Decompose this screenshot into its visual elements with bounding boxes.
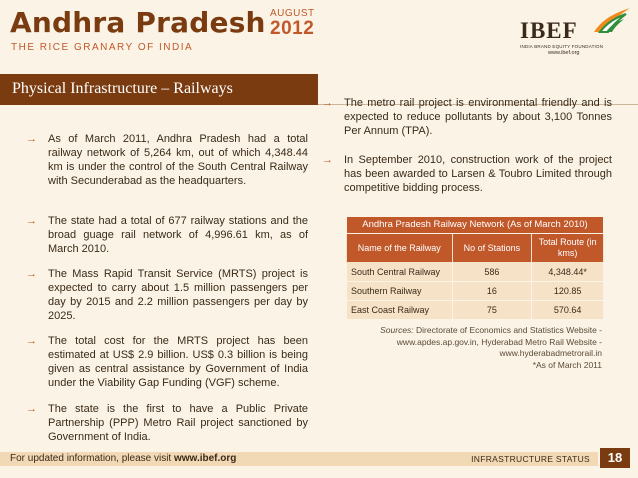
bullet-text: The metro rail project is environmental friendly and is expected to reduce pollutants by about 3,100 Tonnes Per Annum (TPA). bbox=[344, 97, 612, 137]
table-cell: 586 bbox=[452, 263, 532, 282]
bullet-text: The Mass Rapid Transit Service (MRTS) project is expected to carry about 1.5 million passengers per day by 2015 and 2.2 million passengers per day by 2025. bbox=[48, 268, 308, 322]
table-header: No of Stations bbox=[452, 234, 532, 263]
section-header bbox=[0, 74, 318, 105]
arrow-right-icon: → bbox=[26, 133, 37, 145]
logo-url[interactable]: www.ibef.org bbox=[548, 50, 580, 56]
footer-section-label: INFRASTRUCTURE STATUS bbox=[471, 454, 590, 464]
arrow-right-icon: → bbox=[26, 403, 37, 415]
table-row bbox=[347, 301, 604, 320]
table-header: Total Route (in kms) bbox=[532, 234, 604, 263]
bullet-text: The state is the first to have a Public Private Partnership (PPP) Metro Rail project sanctioned by Government of India. bbox=[48, 403, 308, 443]
sources-note: *As of March 2011 bbox=[532, 359, 602, 370]
bullet-item bbox=[26, 402, 308, 444]
page-title: Andhra Pradesh bbox=[10, 6, 266, 39]
page-number: 18 bbox=[600, 448, 630, 468]
table-cell: South Central Railway bbox=[347, 263, 453, 282]
table-cell: 16 bbox=[452, 282, 532, 301]
page-header bbox=[0, 0, 638, 62]
section-title: Physical Infrastructure – Railways bbox=[12, 80, 233, 97]
ibef-logo[interactable] bbox=[520, 6, 630, 54]
sources-text: Directorate of Economics and Statistics Website - www.apdes.ap.gov.in, Hyderabad Metro Rail Website - www.hyderabadmetrorail.in bbox=[396, 325, 602, 358]
table-cell: East Coast Railway bbox=[347, 301, 453, 320]
sources-label: Sources: bbox=[380, 325, 414, 335]
bullet-text: The state had a total of 677 railway stations and the broad guage rail network of 4,996.61 km, as of March 2010. bbox=[48, 215, 308, 255]
bullet-item bbox=[26, 132, 308, 188]
bullet-item bbox=[26, 214, 308, 256]
arrow-right-icon: → bbox=[26, 215, 37, 227]
flying-bird-icon bbox=[592, 6, 632, 34]
logo-tagline: INDIA BRAND EQUITY FOUNDATION bbox=[520, 44, 604, 49]
table-row bbox=[347, 282, 604, 301]
footer-prefix: For updated information, please visit bbox=[10, 453, 174, 464]
footer-info bbox=[10, 452, 236, 466]
railway-network-table bbox=[346, 216, 604, 320]
footer-link[interactable]: www.ibef.org bbox=[173, 453, 237, 464]
table-sources bbox=[360, 325, 602, 371]
edition-date bbox=[270, 8, 320, 40]
bullet-item bbox=[322, 96, 612, 138]
bullet-text: As of March 2011, Andhra Pradesh had a total railway network of 5,264 km, out of which 4,348.44 km is under the control of the South Central Railway with Secunderabad as the headquarters. bbox=[48, 133, 308, 187]
table-caption: Andhra Pradesh Railway Network (As of March 2010) bbox=[347, 217, 604, 234]
arrow-right-icon: → bbox=[26, 268, 37, 280]
bullet-text: In September 2010, construction work of the project has been awarded to Larsen & Toubro Limited through competitive bidding process. bbox=[344, 154, 612, 194]
table-row bbox=[347, 263, 604, 282]
table-cell: 4,348.44* bbox=[532, 263, 604, 282]
bullet-item bbox=[26, 267, 308, 323]
bullet-text: The total cost for the MRTS project has been estimated at US$ 2.9 billion. US$ 0.3 billion is being given as central assistance by Government of India under the Viability Gap Funding (VGF) scheme. bbox=[48, 335, 308, 389]
table-cell: Southern Railway bbox=[347, 282, 453, 301]
table-cell: 75 bbox=[452, 301, 532, 320]
edition-month: AUGUST bbox=[270, 8, 315, 19]
table-cell: 120.85 bbox=[532, 282, 604, 301]
page-subtitle: THE RICE GRANARY OF INDIA bbox=[11, 42, 194, 53]
table-header: Name of the Railway bbox=[347, 234, 453, 263]
arrow-right-icon: → bbox=[26, 335, 37, 347]
bullet-item bbox=[322, 153, 612, 195]
arrow-right-icon: → bbox=[322, 97, 333, 109]
arrow-right-icon: → bbox=[322, 154, 333, 166]
bullet-item bbox=[26, 334, 308, 390]
page-footer bbox=[0, 452, 638, 478]
table-cell: 570.64 bbox=[532, 301, 604, 320]
edition-year: 2012 bbox=[270, 18, 315, 39]
logo-wordmark: IBEF bbox=[520, 18, 578, 43]
